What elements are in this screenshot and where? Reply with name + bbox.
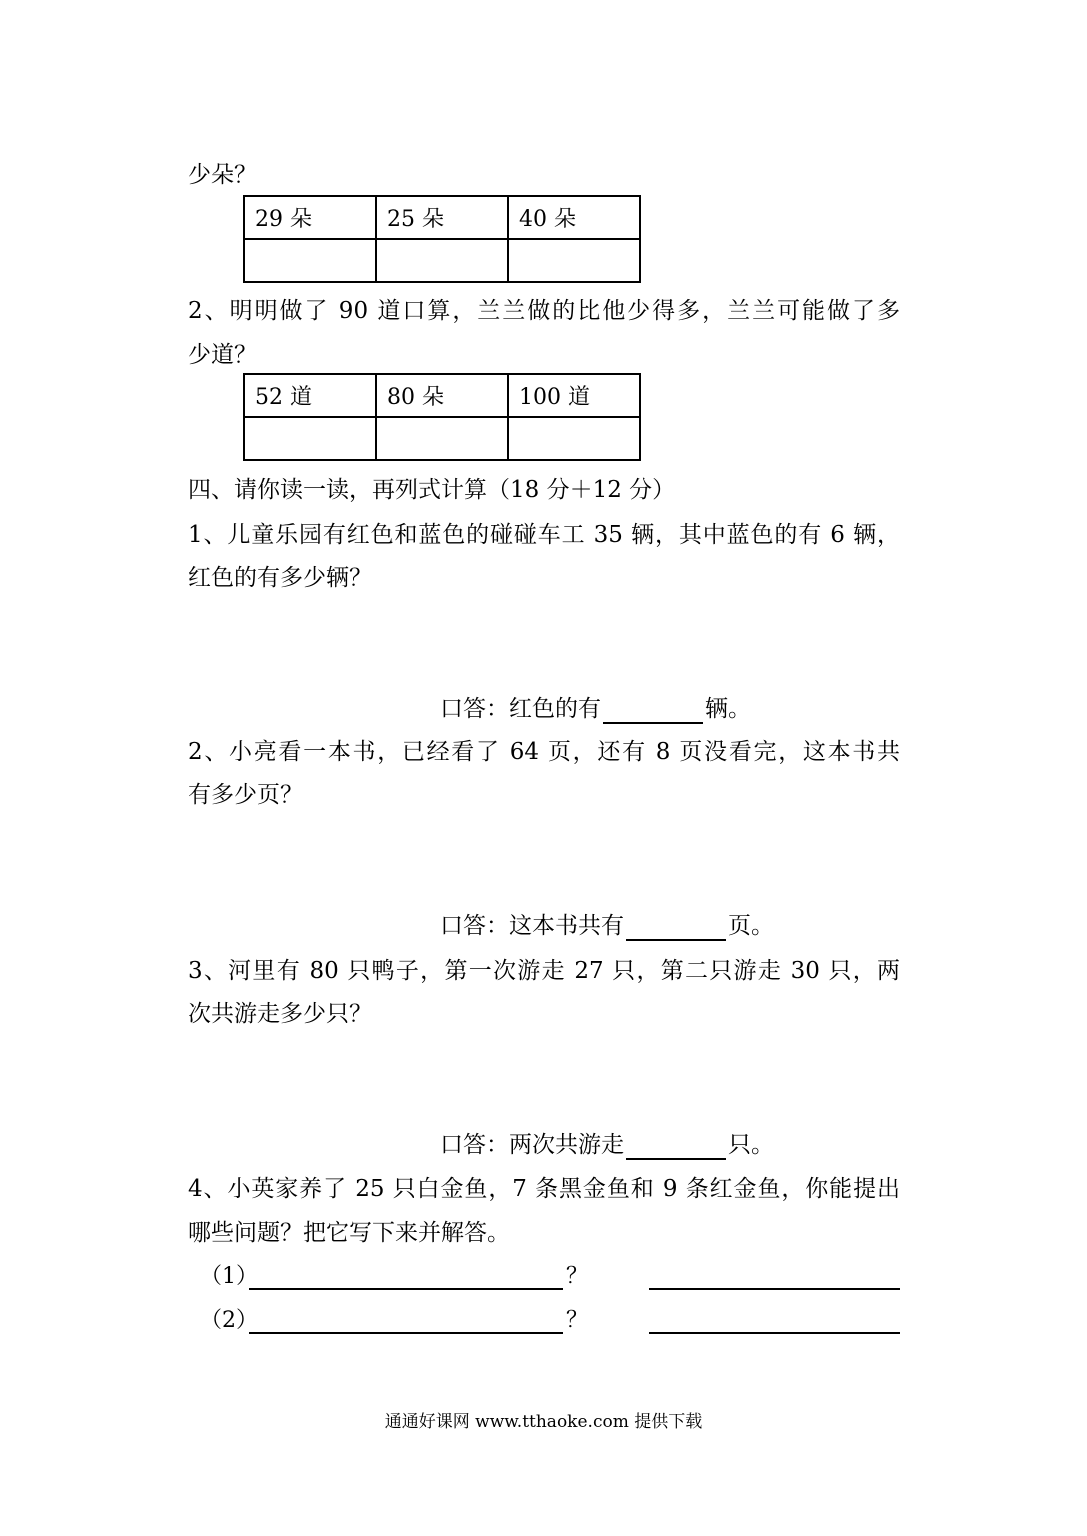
- section-heading: 四、请你读一读，再列式计算（18 分＋12 分）: [188, 477, 676, 503]
- check-cell[interactable]: [244, 239, 376, 282]
- problem-2-line-1: 2、小亮看一本书，已经看了 64 页，还有 8 页没看完，这本书共: [188, 739, 900, 765]
- problem-2-answer: [440, 911, 774, 941]
- check-cell[interactable]: [376, 417, 508, 460]
- answer-blank[interactable]: [626, 1134, 726, 1160]
- page-footer: 通通好课网 www.tthaoke.com 提供下载: [384, 1412, 703, 1432]
- check-cell[interactable]: [508, 417, 640, 460]
- question-fragment: 少朵？: [188, 162, 257, 188]
- question-2-line-1: 2、明明做了 90 道口算，兰兰做的比他少得多，兰兰可能做了多: [188, 298, 900, 324]
- answer-suffix: 页。: [728, 913, 774, 939]
- answer-prefix: 口答：两次共游走: [440, 1132, 624, 1158]
- choice-cell: 100 道: [508, 374, 640, 417]
- answer-write-line[interactable]: [649, 1288, 900, 1290]
- choice-table-2: [243, 373, 641, 461]
- choice-cell: 29 朵: [244, 196, 376, 239]
- check-cell[interactable]: [244, 417, 376, 460]
- choice-cell: 80 朵: [376, 374, 508, 417]
- problem-4-line-2: 哪些问题？把它写下来并解答。: [188, 1220, 510, 1246]
- choice-cell: 25 朵: [376, 196, 508, 239]
- answer-prefix: 口答：红色的有: [440, 696, 601, 722]
- question-mark: ？: [566, 1264, 589, 1289]
- answer-write-line[interactable]: [649, 1332, 900, 1334]
- answer-prefix: 口答：这本书共有: [440, 913, 624, 939]
- problem-1-answer: [440, 694, 751, 724]
- choice-table-1: [243, 195, 641, 283]
- question-2-line-2: 少道？: [188, 342, 257, 368]
- check-cell[interactable]: [376, 239, 508, 282]
- answer-blank[interactable]: [626, 915, 726, 941]
- question-mark: ？: [566, 1308, 589, 1333]
- question-item-label: （2）: [200, 1308, 258, 1333]
- problem-1-line-2: 红色的有多少辆？: [188, 565, 372, 591]
- check-cell[interactable]: [508, 239, 640, 282]
- question-item-label: （1）: [200, 1264, 258, 1289]
- answer-blank[interactable]: [603, 698, 703, 724]
- problem-4-line-1: 4、小英家养了 25 只白金鱼，7 条黑金鱼和 9 条红金鱼，你能提出: [188, 1176, 900, 1202]
- question-write-line[interactable]: [249, 1288, 563, 1290]
- answer-suffix: 辆。: [705, 696, 751, 722]
- choice-cell: 40 朵: [508, 196, 640, 239]
- problem-1-line-1: 1、儿童乐园有红色和蓝色的碰碰车工 35 辆，其中蓝色的有 6 辆，: [188, 522, 900, 548]
- question-write-line[interactable]: [249, 1332, 563, 1334]
- answer-suffix: 只。: [728, 1132, 774, 1158]
- problem-3-line-1: 3、河里有 80 只鸭子，第一次游走 27 只，第二只游走 30 只，两: [188, 958, 900, 984]
- problem-3-answer: [440, 1130, 774, 1160]
- problem-2-line-2: 有多少页？: [188, 782, 303, 808]
- problem-3-line-2: 次共游走多少只？: [188, 1001, 372, 1027]
- choice-cell: 52 道: [244, 374, 376, 417]
